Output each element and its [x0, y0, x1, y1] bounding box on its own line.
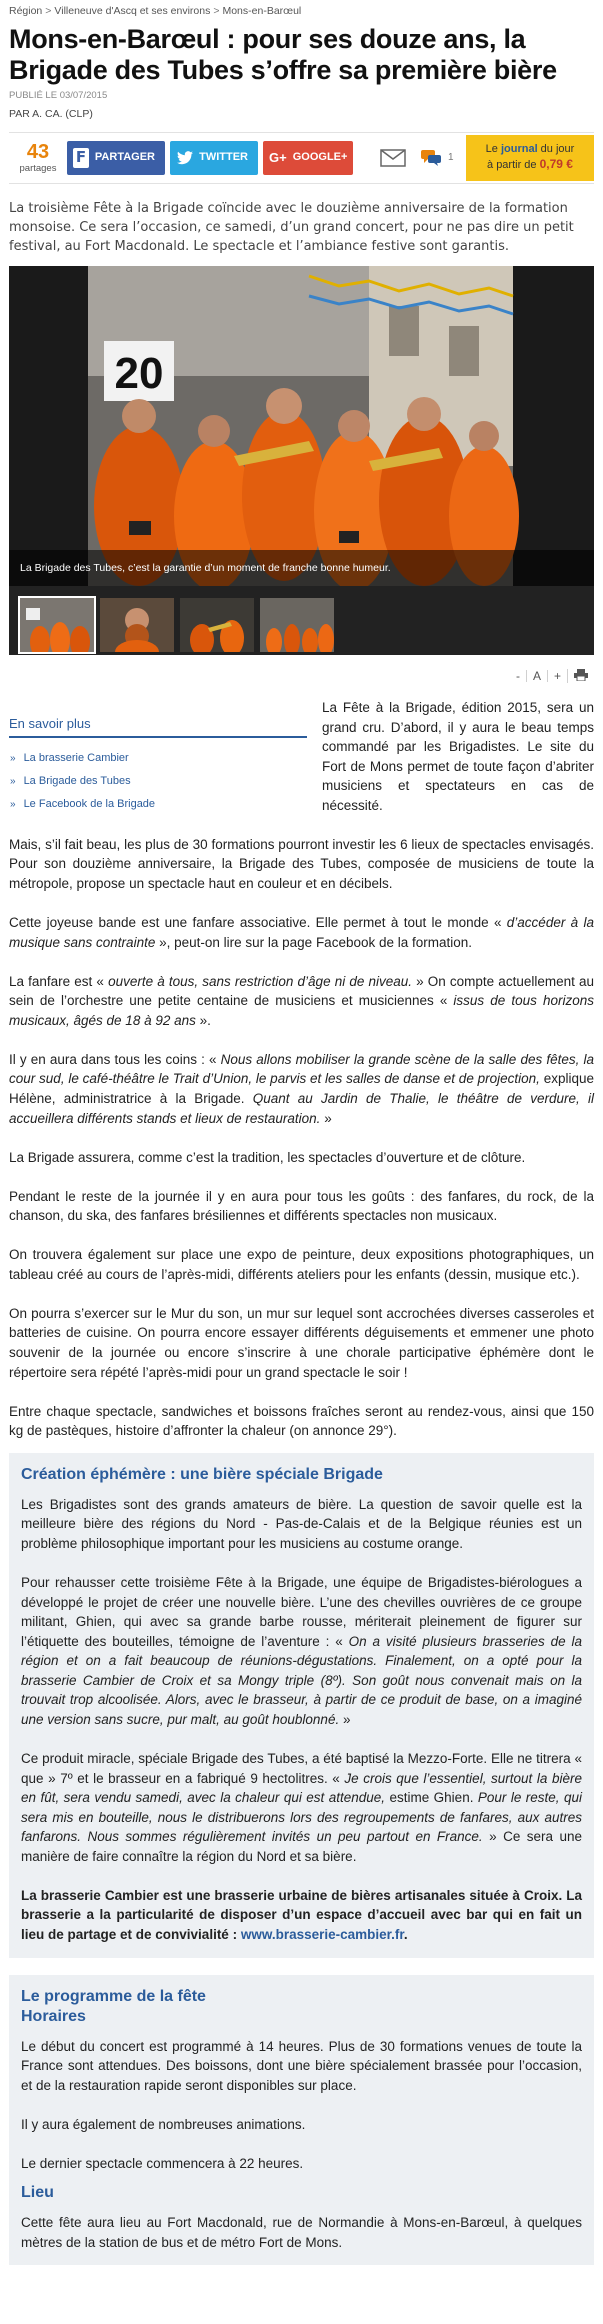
- comments-count: 1: [448, 151, 454, 163]
- text: La brasserie Cambier est une brasserie urbaine de bières artisanales située à Croix. La brasserie a la particularité de disposer d’un espace d’accueil avec bar qui en fait un lieu de partage et de convivialité :: [21, 1887, 582, 1942]
- breadcrumb: [9, 0, 594, 20]
- body-paragraph: On trouvera également sur place une expo de peinture, deux expositions photographiques, un tableau créé au cours de l’après-midi, différents ateliers pour les enfants (dessin, musique etc.).: [9, 1247, 594, 1282]
- thumbnail-image: [260, 598, 334, 652]
- beer-info-box: [9, 1453, 594, 1958]
- related-link-facebook[interactable]: » Le Facebook de la Brigade: [9, 793, 307, 816]
- text: Il y en aura dans tous les coins : «: [9, 1051, 221, 1067]
- photo-gallery: [9, 266, 594, 655]
- brass-band-photo: [9, 266, 594, 586]
- text: Cette joyeuse bande est une fanfare associative. Elle permet à tout le monde «: [9, 915, 507, 931]
- body-paragraph: Entre chaque spectacle, sandwiches et boissons fraîches seront au rendez-vous, ainsi que 150 kg de pastèques, histoire d’affronter la chaleur (on annonce 29°).: [9, 1403, 594, 1439]
- thumbnail-4[interactable]: [260, 598, 334, 652]
- thumbnail-1[interactable]: [20, 598, 94, 652]
- thumbnail-strip: [9, 586, 594, 655]
- quote: ouverte à tous, sans restriction d’âge ni de niveau.: [108, 973, 413, 989]
- text: » Ce sera une manière de faire connaître la région du Nord et sa bière.: [21, 1829, 582, 1864]
- program-box: [9, 1975, 594, 2266]
- twitter-share-button[interactable]: [170, 141, 258, 175]
- printer-icon: [574, 669, 588, 681]
- thumbnail-3[interactable]: [180, 598, 254, 652]
- newspaper-promo[interactable]: [466, 135, 594, 181]
- quote: On a visité plusieurs brasseries de la région et on a fait beaucoup de réunions-dégustations. Finalement, on a opté pour la brasserie Cambier de Croix et sa Mongy triple (8º). Son goût nous convenait mais on la trouvait trop alcoolisée. Alors, avec le brasseur, à partir de ce produit de base, on a imaginé une version sans sucre, pur malt, au goût houblonné.: [21, 1633, 582, 1727]
- google-plus-share-label: GOOGLE+: [292, 151, 348, 164]
- body-paragraph: La Brigade assurera, comme c’est la tradition, les spectacles d’ouverture et de clôture.: [9, 1149, 526, 1165]
- box-paragraph: Le début du concert est programmé à 14 heures. Plus de 30 formations venues de toute la France sont attendues. Des boissons, dont une bière spécialement brassée pour l’occasion, et de la restauration rapide seront disponibles sur place.: [21, 2038, 582, 2093]
- quote: Pour le reste, qui sera mis en bouteille, nous le distribuerons lors des regroupements de fanfares, aux autres fanfarons. Nous sommes régulièrement invités un peu partout en France.: [21, 1790, 582, 1845]
- text: »: [320, 1110, 332, 1126]
- text: Ce produit miracle, spéciale Brigade des Tubes, a été baptisé la Mezzo-Forte. Elle ne titrera « que » 7º et le brasseur en a fabriqué 9 hectolitres. «: [21, 1750, 582, 1786]
- related-links-list: [9, 747, 307, 816]
- share-bar: [9, 132, 594, 184]
- increase-font-button[interactable]: +: [547, 670, 567, 682]
- text: » On compte actuellement au sein de l’orchestre une petite centaine de musiciens et musiciennes «: [9, 973, 594, 1009]
- comment-bubbles-icon: [420, 149, 442, 167]
- promo-text: du jour: [537, 142, 575, 155]
- thumbnail-image: [100, 598, 174, 652]
- beer-box-title: Création éphémère : une bière spéciale Brigade: [21, 1465, 383, 1483]
- box-paragraph: Il y aura également de nombreuses animations.: [21, 2116, 306, 2132]
- article-lead: La troisième Fête à la Brigade coïncide avec le douzième anniversaire de la formation monsoise. Ce sera l’occasion, ce samedi, d’un grand concert, pour ne pas dire un petit festival, au Fort Macdonald. Le spectacle et l’ambiance festive sont garantis.: [9, 200, 574, 254]
- breadcrumb-item-region[interactable]: Région: [9, 5, 43, 17]
- quote: d’accéder à la musique sans contrainte: [9, 915, 594, 950]
- box-paragraph: Les Brigadistes sont des grands amateurs de bière. La question de savoir quelle est la meilleure bière des régions du Nord - Pas-de-Calais et de la Belgique réunies est un problème philosophique important pour les musiciens au costume orange.: [21, 1496, 582, 1551]
- body-paragraph: Mais, s’il fait beau, les plus de 30 formations pourront investir les 6 lieux de spectacles envisagés. Pour son douzième anniversaire, la Brigade des Tubes, composée de musiciens de toute la métropole, propose un spectacle haut en couleur et en décibels.: [9, 836, 594, 891]
- body-paragraph: On pourra s’exercer sur le Mur du son, un mur sur lequel sont accrochées diverses casseroles et batteries de cuisine. On pourra encore essayer différents déguisements et emmener une photo souvenir de la journée ou encore s’inscrire à une chorale participative éphémère dont le répertoire sera répété l’après-midi pour un grand spectacle le soir !: [9, 1305, 594, 1380]
- text-tools: [9, 669, 594, 684]
- twitter-share-label: TWITTER: [199, 151, 248, 164]
- thumbnail-2[interactable]: [100, 598, 174, 652]
- facebook-share-label: PARTAGER: [94, 151, 155, 164]
- share-count-number: 43: [26, 141, 50, 164]
- promo-price: 0,79 €: [539, 156, 573, 171]
- related-link-brigade[interactable]: » La Brigade des Tubes: [9, 770, 307, 793]
- text: »: [339, 1711, 351, 1727]
- main-photo[interactable]: [9, 266, 594, 586]
- byline: PAR A. CA. (CLP): [9, 107, 93, 120]
- body-paragraph: [9, 972, 594, 1031]
- breadcrumb-separator: >: [45, 5, 52, 17]
- text: estime Ghien.: [385, 1790, 478, 1806]
- article-title: Mons-en-Barœul : pour ses douze ans, la Brigade des Tubes s’offre sa première bière: [9, 24, 557, 85]
- twitter-bird-icon: [176, 148, 193, 168]
- breadcrumb-item-mons[interactable]: Mons-en-Barœul: [222, 5, 302, 17]
- related-link-brasserie[interactable]: » La brasserie Cambier: [9, 747, 307, 770]
- photo-caption: La Brigade des Tubes, c’est la garantie d’un moment de franche bonne humeur.: [9, 550, 594, 586]
- publish-date: PUBLIÉ LE 03/07/2015: [9, 90, 108, 101]
- thumbnail-image: [180, 598, 254, 652]
- text: », peut-on lire sur la page Facebook de la formation.: [155, 934, 473, 950]
- facebook-icon: F: [73, 148, 89, 168]
- text: explique Hélène, administratrice à la Brigade.: [9, 1071, 594, 1106]
- print-button[interactable]: [567, 669, 594, 683]
- box-paragraph: [21, 1749, 582, 1866]
- text: La fanfare est «: [9, 973, 109, 989]
- promo-journal: journal: [500, 142, 538, 155]
- share-count: [9, 142, 67, 174]
- location-subtitle: Lieu: [21, 2184, 54, 2202]
- text: .: [403, 1926, 408, 1942]
- google-plus-icon: G+: [269, 149, 287, 165]
- promo-line-1: [466, 142, 594, 157]
- comments-link[interactable]: [420, 149, 454, 167]
- decrease-font-button[interactable]: -: [515, 669, 520, 684]
- quote: Quant au Jardin de Thalie, le théâtre de verdure, il accueillera différents stands et lieux de restauration.: [9, 1090, 595, 1126]
- breadcrumb-item-villeneuve[interactable]: Villeneuve d'Ascq et ses environs: [54, 5, 211, 17]
- facebook-share-button[interactable]: [67, 141, 165, 175]
- banner-number: 20: [114, 348, 164, 398]
- promo-text: Le: [485, 142, 501, 155]
- mail-icon[interactable]: [380, 149, 406, 167]
- program-box-title: Le programme de la fête: [21, 1987, 206, 2005]
- promo-line-2: [466, 157, 594, 173]
- box-paragraph-brasserie: [21, 1886, 582, 1945]
- body-paragraph: La Fête à la Brigade, édition 2015, sera un grand cru. D’abord, il y aura le beau temps commandé par les Brigadistes. Le site du Fort de Mons permet de toute façon d’abriter musiciens et spectateurs en cas de nécessité.: [322, 699, 594, 813]
- share-count-label: partages: [19, 163, 57, 175]
- quote: Nous allons mobiliser la grande scène de la salle des fêtes, la cour sud, le café-théâtre le Trait d’Union, le parvis et les salles de danse et de projection,: [9, 1051, 594, 1087]
- related-links-title: En savoir plus: [9, 715, 307, 738]
- text: Pour rehausser cette troisième Fête à la Brigade, une équipe de Brigadistes-biérologues a développé le projet de créer une nouvelle bière. L’une des chevilles ouvrières de ce groupe militant, Ghien, qui avec sa grande barbe rousse, mériterait pleinement de figurer sur l’étiquette des bouteilles, témoigne de l’aventure : «: [21, 1574, 582, 1649]
- thumbnail-image: [20, 598, 94, 652]
- related-links-box: [9, 715, 307, 816]
- text: ».: [195, 1012, 211, 1028]
- body-paragraph: Pendant le reste de la journée il y en aura pour tous les goûts : des fanfares, du rock, de la chanson, du ska, des fanfares brésiliennes et différents spectacles non musicaux.: [9, 1188, 594, 1224]
- quote: Je crois que l’essentiel, surtout la bière en fût, sera vendu samedi, avec la chaleur qui est attendue,: [21, 1770, 582, 1806]
- body-paragraph: [9, 913, 594, 952]
- quote: issus de tous horizons musicaux, âgés de 18 à 92 ans: [9, 993, 594, 1028]
- promo-text: à partir de: [487, 158, 540, 171]
- box-paragraph: Cette fête aura lieu au Fort Macdonald, rue de Normandie à Mons-en-Barœul, à quelques mètres de la station de bus et de métro Fort de Mons.: [21, 2215, 582, 2250]
- breadcrumb-separator: >: [213, 5, 220, 17]
- google-plus-share-button[interactable]: [263, 141, 353, 175]
- font-size-label: A: [526, 670, 547, 682]
- body-paragraph: [9, 1050, 594, 1128]
- brasserie-website-link[interactable]: www.brasserie-cambier.fr: [240, 1926, 404, 1942]
- box-paragraph: Le dernier spectacle commencera à 22 heures.: [21, 2155, 304, 2171]
- box-paragraph: [21, 1573, 582, 1730]
- schedule-subtitle: Horaires: [21, 2007, 86, 2025]
